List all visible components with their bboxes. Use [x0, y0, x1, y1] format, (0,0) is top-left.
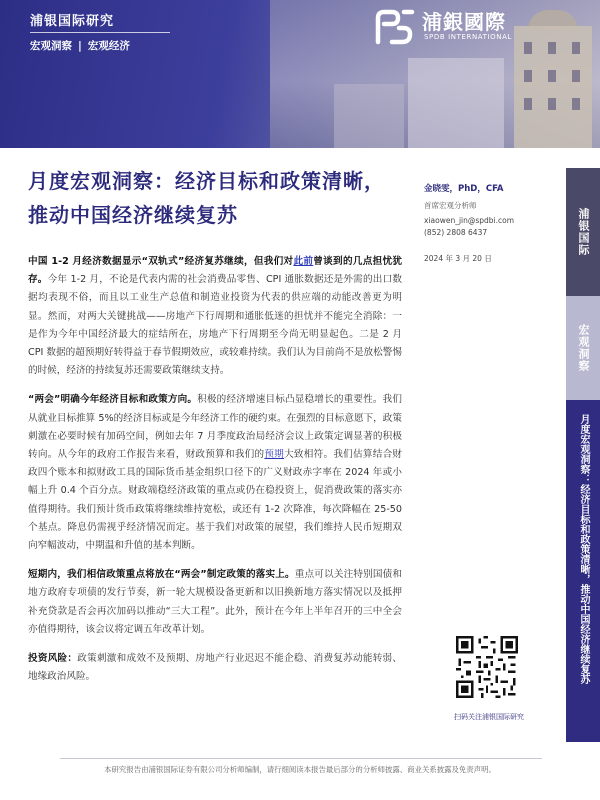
paragraph-text: 今年 1-2 月，不论是代表内需的社会消费品零售、CPI 通胀数据还是外需的出口数据均表现不俗，而且以工业生产总值和制造业投资为代表的供应端的动能改善更为明显。然而，对两大关键挑战——房地产下行周期和通胀低迷的担忧并不能完全消除：一是作为今年中国经济最大的症结所在，房地产下行周期至今尚无明显起色。二是 2 月 CPI 数据的超预期好转得益于春节假期效应，或较难持续。我们认为目前尚不是放松警惕的时候，经济的持续复苏还需要政策继续支持。	[28, 274, 403, 377]
right-sidebar	[566, 168, 600, 742]
report-date: 2024 年 3 月 20 日	[424, 254, 492, 263]
logo-name: 浦銀國際	[422, 10, 506, 34]
sidebar-tab-title	[566, 400, 600, 742]
category-label: 宏观经济	[87, 40, 130, 52]
sidebar-brand-label: 浦银国际	[577, 208, 590, 256]
previous-report-link[interactable]: 此前	[293, 256, 314, 267]
logo-subtitle: SPDB INTERNATIONAL	[424, 33, 513, 41]
paragraph-lead: 短期内，我们相信政策重点将放在“两会”制定政策的落实上。	[28, 569, 295, 581]
paragraph-two-sessions	[28, 391, 402, 555]
paragraph-text: 积极的经济增速目标凸显稳增长的重要性。我们从就业目标推算 5%的经济目标或是今年经济工作的硬约束。在强烈的目标意愿下，政策刺激在必要时候有加码空间，例如去年 7 月季度政治局经济会议上政策定调显著的积极转向。从今年的政府工作报告来看，财政预算和我们的	[28, 394, 402, 461]
sidebar-tab-series	[566, 296, 600, 400]
footer-divider	[60, 758, 542, 759]
author-name: 金晓雯，PhD，CFA	[424, 184, 504, 194]
header-banner	[0, 0, 600, 148]
author-email[interactable]: xiaowen_jin@spdbi.com	[424, 216, 515, 225]
paragraph-risks	[28, 650, 402, 686]
brand-divider	[30, 32, 170, 33]
paragraph-text: 重点可以关注特别国债和地方政府专项债的发行节奏，新一轮大规模设备更新和以旧换新地方落实情况以及抵押补充贷款是否会再次加码以推动“三大工程”。此外，预计在今年上半年召开的三中全会亦值得期待，该会议将定调五年改革计划。	[28, 569, 402, 635]
paragraph-lead: 中国 1-2 月经济数据显示“双轨式”经济复苏继续，但我们对	[28, 256, 294, 267]
sidebar-tab-brand	[566, 168, 600, 296]
paragraph-lead: 投资风险：	[28, 653, 78, 665]
sidebar-title-label: 月度宏观洞察：经济目标和政策清晰，推动中国经济继续复苏	[578, 414, 589, 684]
author-role: 首席宏观分析师	[424, 201, 477, 210]
paragraph-lead: 曾谈到的几点担忧犹存。	[28, 256, 403, 286]
paragraph-text: 政策刺激和成效不及预期、房地产行业迟迟不能企稳、消费复苏动能转弱、地缘政治风险。	[28, 653, 403, 683]
spdb-logo-icon	[372, 8, 416, 46]
banner-building	[334, 84, 404, 148]
banner-building	[408, 58, 504, 148]
qr-caption: 扫码关注浦银国际研究	[454, 713, 524, 721]
author-phone: (852) 2808 6437	[424, 228, 488, 237]
sidebar-series-label: 宏观洞察	[577, 324, 590, 372]
page-title: 月度宏观洞察：经济目标和政策清晰，推动中国经济继续复苏	[28, 169, 385, 227]
paragraph-summary	[28, 253, 402, 380]
author-block	[424, 182, 574, 264]
qr-code-icon[interactable]	[456, 636, 518, 698]
paragraph-lead: “两会”明确今年经济目标和政策方向。	[28, 394, 198, 406]
banner-tower	[514, 26, 592, 148]
footer-disclaimer: 本研究报告由浦银国际证券有限公司分析师编制，请行细阅读本报告最后部分的分析师披露、商业关系披露及免责声明。	[104, 765, 496, 774]
series-label: 宏观洞察	[30, 40, 72, 52]
report-body	[28, 253, 402, 686]
brand-title: 浦银国际研究	[30, 14, 115, 29]
series-separator: |	[78, 40, 82, 52]
series-line	[30, 38, 130, 53]
expectation-link[interactable]: 预期	[264, 449, 285, 461]
paragraph-text: 大致相符。我们估算结合财政四个账本和拟财政工具的国际货币基金组织口径下的广义财政赤字率在 2024 年或小幅上升 0.4 个百分点。财政端稳经济政策的重点或仍在稳投资上，促消费政策的落实亦值得期待。我们预计货币政策将继续维持宽松，或还有 1-2 次降准，每次降幅在 25-50 个基点。降息仍需视乎经济情况而定。基于我们对政策的展望，我们维持人民币短期双向窄幅波动，中期温和升值的基本判断。	[28, 449, 403, 552]
paragraph-short-term	[28, 566, 402, 639]
